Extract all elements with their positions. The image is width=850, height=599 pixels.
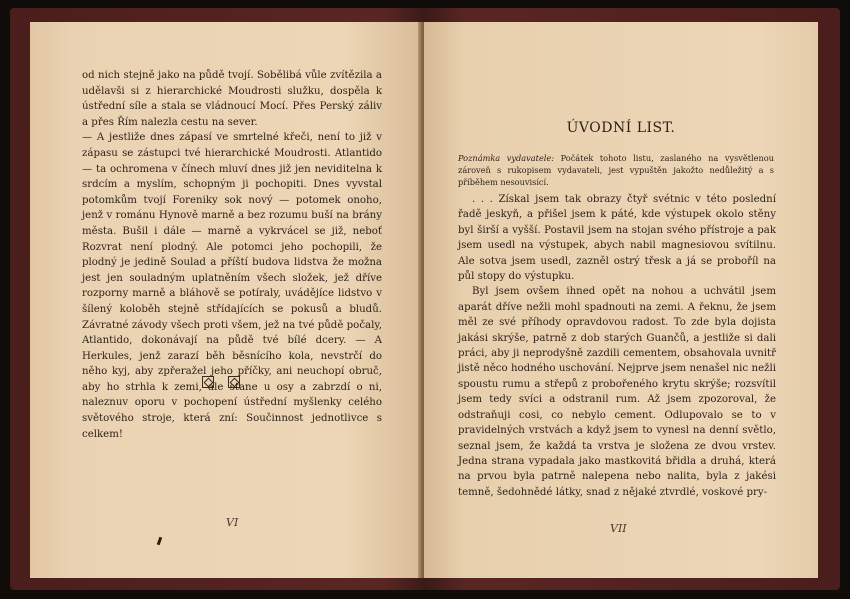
left-page <box>30 22 422 578</box>
ornament-icon <box>202 376 214 388</box>
section-ornaments <box>202 376 240 388</box>
right-page <box>424 22 818 578</box>
left-page-number: VI <box>226 516 239 529</box>
left-paragraph-1: od nich stejně jako na půdě tvojí. Sobělibá vůle zvítězila a udělavši si z hierarchické Moudrosti služku, dospěla k ústřední síle a stala se vládnoucí Mocí. Přes Perský záliv a přes Řím nalezla cestu na sever. <box>82 70 382 128</box>
ornament-icon <box>228 376 240 388</box>
right-page-text <box>458 192 776 500</box>
right-paragraph-2: Byl jsem ovšem ihned opět na nohou a uchvátil jsem aparát dříve nežli mohl spadnouti na zemi. A řeknu, že jsem měl ze své příhody opravdovou radost. To zde byla dojista jakási skrýše, patrně z dob starých Guančů, a jestliže si dali práci, aby ji neprodyšně zazdili cementem, obsahovala uvnitř jistě něco hodného uschování. Nejprve jsem nenašel nic nežli spoustu rumu a střepů z probořeného krytu skrýše; rozsvítil jsem tedy svíci a odstranil rum. Až jsem zpozoroval, že odstraňuji cosi, co nebylo cement. Odlupovalo se to v pravidelných vrstvách a když jsem to vynesl na denní světlo, seznal jsem, že každá ta vrstva je složena ze dvou vrstev. Jedna strana vypadala jako mastkovitá břidla a druhá, která na prvou byla patrně nalepena nebo nalita, byla z jakési temně, šedohnědé látky, snad z nějaké ztvrdlé, voskové pry- <box>458 286 776 498</box>
chapter-heading: ÚVODNÍ LIST. <box>566 120 676 136</box>
editor-note-text: Počátek tohoto listu, zaslaného na vysvětlenou zároveň s rukopisem vydavateli, jest vypuštěn jakožto nedůležitý a s příběhem nesouvisící. <box>458 153 774 187</box>
editor-note <box>458 152 774 188</box>
right-page-number: VII <box>610 522 627 535</box>
left-paragraph-2: — A jestliže dnes zápasí ve smrtelné křeči, není to již v zápasu se zástupci tvé hierarchické Moudrosti. Atlantido — ta ochromena v čínech mluví dnes již jen neviditelna k srdcím a myslím, schopným ji pochopiti. Dnes vyvstal potomkům tvojí Foreniky sok nový — potomek onoho, jenž v románu Hynově marně a bez rozumu buší na brány města. Bušil i dále — marně a vykrvácel se již, neboť Rozvrat není plodný. Ale potomci jeho pochopili, že plodný je jedině Soulad a příští budova lidstva že možna jest jen souladným uplatněním všech složek, jež dříve rozporny marně a bláhově se potíraly, uvádějíce lidstvo v šílený koloběh stejně střídajících se pokusů a bludů. Závratné závody všech proti všem, jež na tvé půdě počaly, Atlantido, dokonávají na půdě tvé bílé dcery. — A Herkules, jenž zarazí běh běsnícího kola, nevstrčí do něho kyj, aby zpřeražel jeho příčky, ani neuchopí obruč, aby ho strhla k zemi, ale stane u osy a zabrzdí o ni, naleznuv oporu v pochopení ústřední myšlenky celého světového stroje, která zní: Součinnost jednotlivce s celkem! <box>82 132 382 440</box>
right-paragraph-1: . . . Získal jsem tak obrazy čtyř svétnic v této poslední řadě jeskyň, a přišel jsem k páté, kde výstupek okolo stěny byl širší a vyšší. Postavil jsem na stojan svého přístroje a pak jsem usedl na výstupek, abych nabil magnesiovou svítilnu. Ale sotva jsem usedl, zazněl ostrý třesk a já se proboříl na půl stopy do výstupku. <box>458 194 776 283</box>
editor-note-label: Poznámka vydavatele: <box>458 153 555 163</box>
